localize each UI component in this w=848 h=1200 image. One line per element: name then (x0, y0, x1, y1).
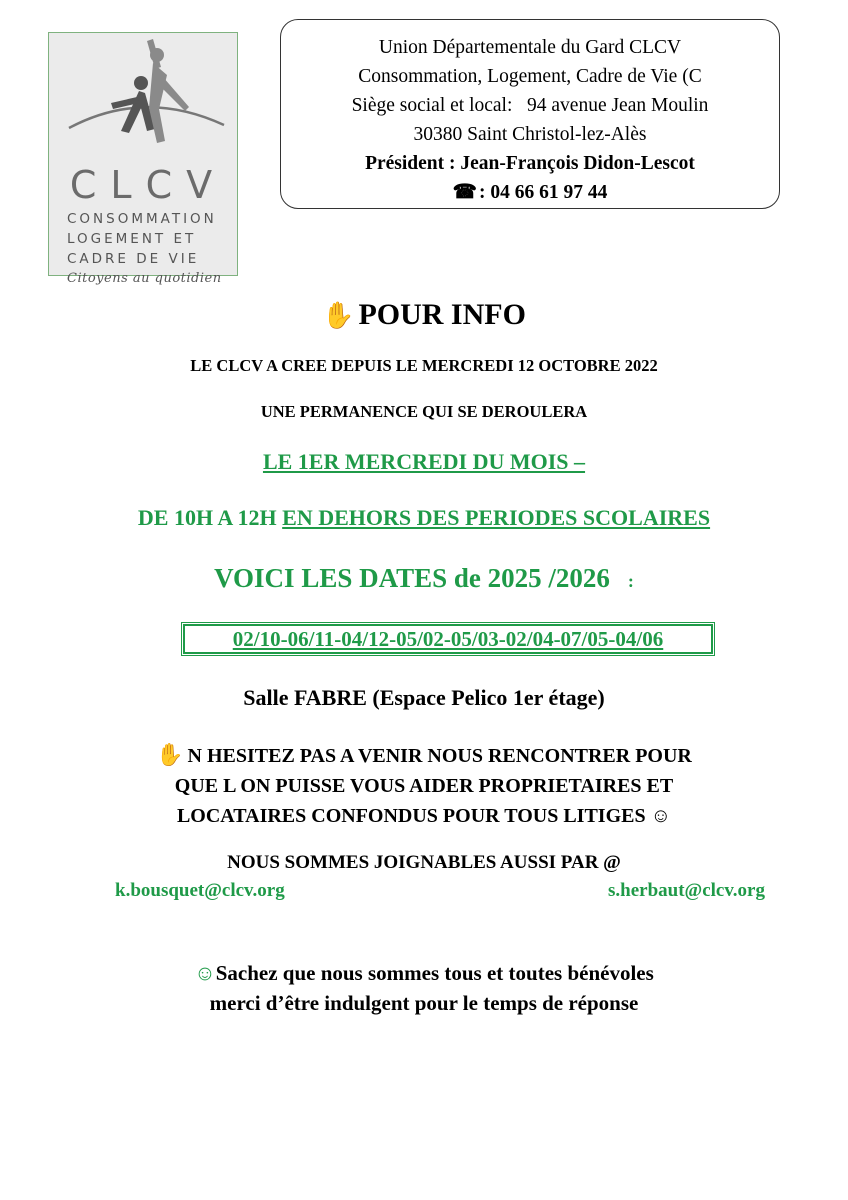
volunteer-line-2: merci d’être indulgent pour le temps de réponse (209, 991, 639, 1015)
schedule-hours: DE 10H A 12H (137, 505, 283, 530)
org-name: Union Départementale du Gard CLCV (378, 37, 682, 58)
dates-list: 02/10-06/11-04/12-05/02-05/03-02/04-07/05-04/06 (183, 624, 713, 654)
venue-line: Salle FABRE (Espace Pelico 1er étage) (243, 685, 605, 710)
phone-number: : 04 66 61 97 44 (478, 182, 608, 203)
contact-line: NOUS SOMMES JOIGNABLES AUSSI PAR @ (227, 852, 621, 873)
logo-figures-icon (49, 33, 239, 163)
invite-line-1 (0, 740, 848, 771)
schedule-exception: EN DEHORS DES PERIODES SCOLAIRES (282, 505, 711, 530)
invite-text-1: N HESITEZ PAS A VENIR NOUS RENCONTRER POUR (187, 745, 692, 767)
logo-line-1: CONSOMMATION (67, 211, 217, 227)
dates-heading-suffix: : (627, 571, 634, 591)
address-line-2: 30380 Saint Christol-lez-Alès (413, 124, 647, 145)
schedule-day: LE 1ER MERCREDI DU MOIS – (262, 449, 586, 474)
logo-line-3: CADRE DE VIE (67, 251, 200, 267)
schedule-day-line (0, 449, 848, 475)
hand-icon: ✋ (156, 742, 184, 767)
dates-heading-line (0, 563, 848, 594)
page-title: POUR INFO (358, 298, 526, 331)
email-link-herbaut[interactable]: s.herbaut@clcv.org (608, 880, 765, 901)
invite-line-2: QUE L ON PUISSE VOUS AIDER PROPRIETAIRES ET (174, 775, 674, 797)
clcv-logo (48, 32, 238, 286)
logo-tagline: Citoyens au quotidien (67, 271, 222, 286)
smiley-icon: ☺ (194, 961, 216, 985)
address-line-1: Siège social et local: 94 avenue Jean Moulin (351, 95, 709, 116)
volunteer-text-1: Sachez que nous sommes tous et toutes bénévoles (215, 961, 654, 985)
org-subtitle: Consommation, Logement, Cadre de Vie (C (358, 66, 702, 87)
info-line-2: UNE PERMANENCE QUI SE DEROULERA (260, 402, 588, 421)
phone-line (281, 178, 779, 207)
logo-acronym: CLCV (69, 163, 227, 207)
phone-icon: ☎ (452, 182, 477, 203)
header-info-box (280, 19, 780, 209)
info-line-1: LE CLCV A CREE DEPUIS LE MERCREDI 12 OCTOBRE 2022 (190, 356, 658, 375)
page-title-line (0, 298, 848, 332)
dates-heading: VOICI LES DATES de 2025 /2026 (214, 563, 610, 593)
invite-message (0, 740, 848, 831)
email-link-bousquet[interactable]: k.bousquet@clcv.org (115, 880, 285, 901)
volunteer-note (0, 958, 848, 1018)
hand-icon: ✋ (322, 301, 355, 330)
president-line: Président : Jean-François Didon-Lescot (365, 153, 695, 174)
logo-line-2: LOGEMENT ET (67, 231, 197, 247)
invite-line-3: LOCATAIRES CONFONDUS POUR TOUS LITIGES ☺ (176, 805, 672, 827)
schedule-hours-line (0, 505, 848, 531)
volunteer-line-1 (0, 958, 848, 988)
